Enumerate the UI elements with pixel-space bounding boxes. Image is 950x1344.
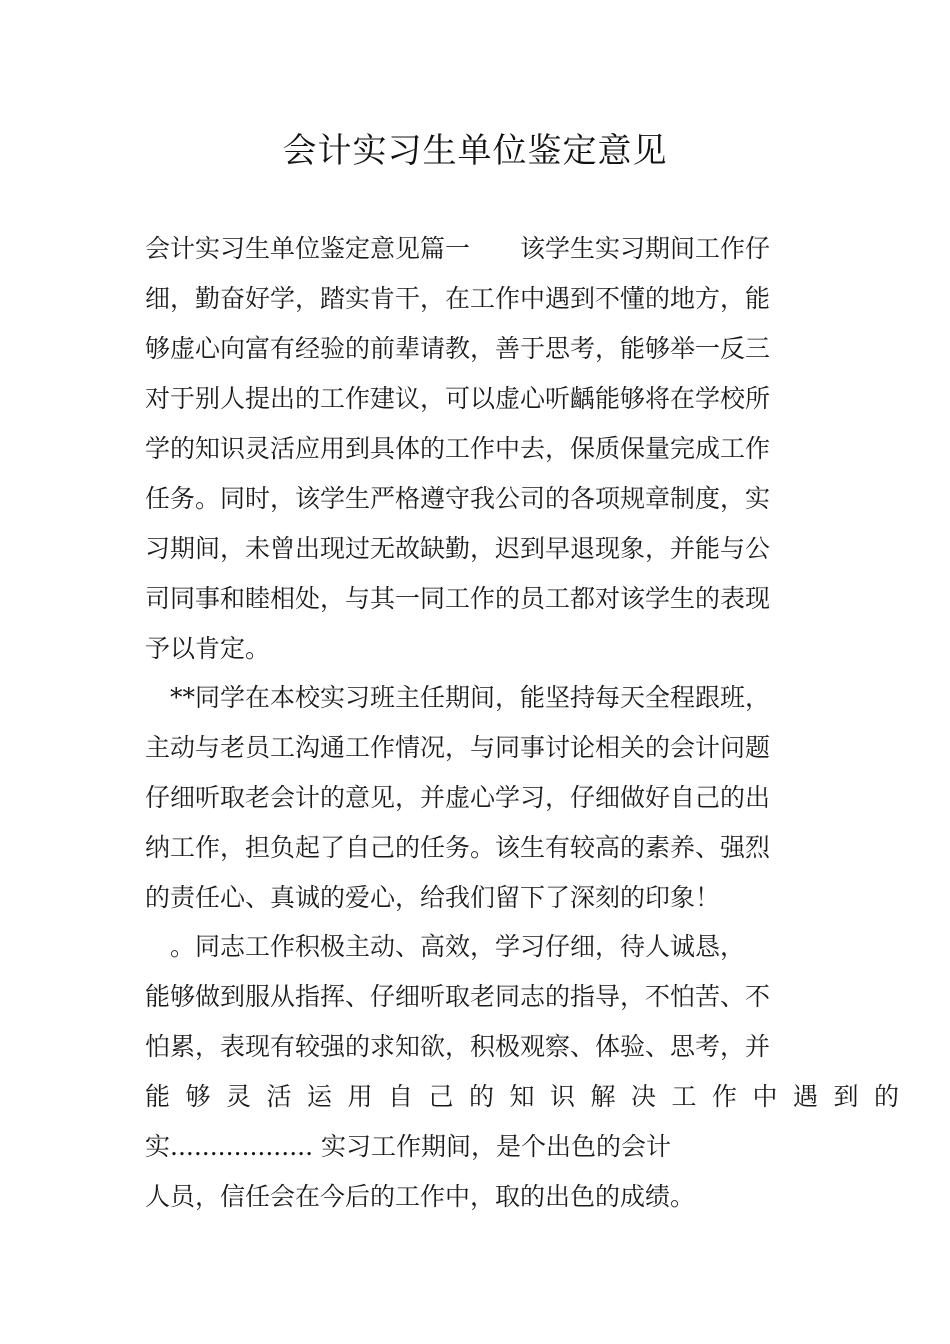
- body-line: 够虚心向富有经验的前辈请教，善于思考，能够举一反三: [145, 334, 771, 363]
- body-line: 会计实习生单位鉴定意见篇一 该学生实习期间工作仔: [145, 234, 771, 263]
- body-line: 能够灵活运用自己的知识解决工作中遇到的: [145, 1082, 915, 1111]
- body-line: 学的知识灵活应用到具体的工作中去，保质保量完成工作: [145, 434, 771, 463]
- body-line: **同学在本校实习班主任期间，能坚持每天全程跟班，: [145, 683, 771, 712]
- body-line: 实.................. 实习工作期间，是个出色的会计: [145, 1132, 671, 1161]
- body-line: 仔细听取老会计的意见，并虚心学习，仔细做好自己的出: [145, 783, 771, 812]
- body-line: 能够做到服从指挥、仔细听取老同志的指导，不怕苦、不: [145, 982, 771, 1011]
- body-line: 怕累，表现有较强的求知欲，积极观察、体验、思考，并: [145, 1032, 771, 1061]
- body-line: 司同事和睦相处，与其一同工作的员工都对该学生的表现: [145, 584, 771, 613]
- body-line: 任务。同时，该学生严格遵守我公司的各项规章制度，实: [145, 484, 771, 513]
- body-line: 纳工作，担负起了自己的任务。该生有较高的素养、强烈: [145, 833, 771, 862]
- body-line: 。同志工作积极主动、高效，学习仔细，待人诚恳，: [145, 932, 746, 961]
- body-line: 的责任心、真诚的爱心，给我们留下了深刻的印象！: [145, 883, 721, 912]
- document-title: 会计实习生单位鉴定意见: [282, 131, 668, 171]
- body-line: 予以肯定。: [145, 634, 271, 663]
- body-line: 细，勤奋好学，踏实肯干，在工作中遇到不懂的地方，能: [145, 284, 771, 313]
- body-line: 人员，信任会在今后的工作中，取的出色的成绩。: [145, 1182, 696, 1211]
- body-line: 习期间，未曾出现过无故缺勤，迟到早退现象，并能与公: [145, 534, 771, 563]
- body-line: 主动与老员工沟通工作情况，与同事讨论相关的会计问题: [145, 733, 771, 762]
- body-line: 对于别人提出的工作建议，可以虚心听齲能够将在学校所: [145, 384, 771, 413]
